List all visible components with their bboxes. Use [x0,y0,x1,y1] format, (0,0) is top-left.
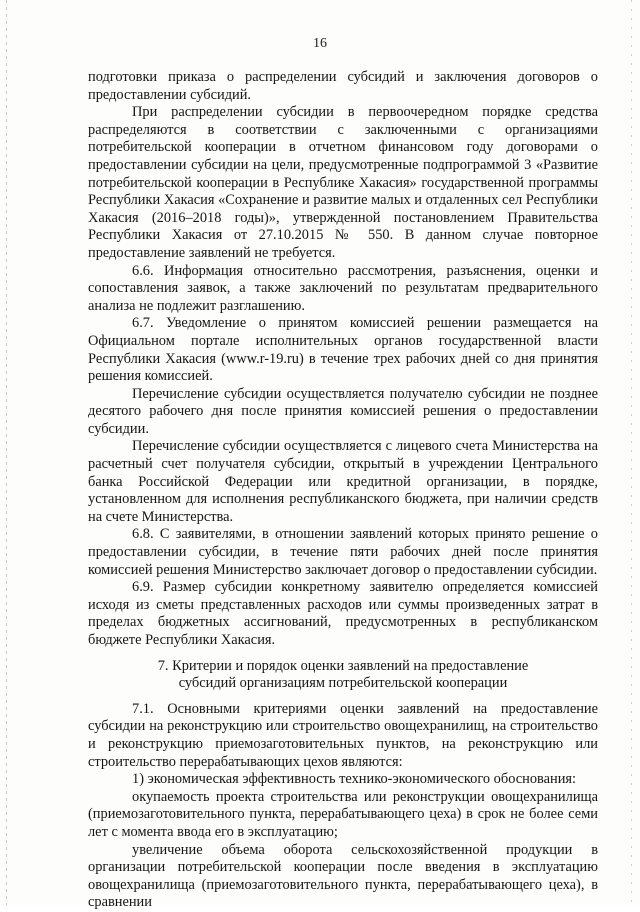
document-body [88,69,598,912]
section-heading-line-2: субсидий организациям потребительской кооперации [178,675,508,692]
section-heading [88,658,598,693]
paragraph-7-1: 7.1. Основными критериями оценки заявлений на предоставление субсидии на реконструкцию или строительство овощехранилищ, на строительство и реконструкцию приемозаготовительных пунктов, на реконструкцию или строительство перерабатывающих цехов являются: [88,700,598,770]
section-heading-line-1: 7. Критерии и порядок оценки заявлений на предоставление [157,657,529,674]
scan-edge-right [631,0,632,905]
page-number: 16 [313,36,327,51]
paragraph-6-7: 6.7. Уведомление о принятом комиссией решении размещается на Официальном портале исполнительных органов государственной власти Республики Хакасия (www.r-19.ru) в течение трех рабочих дней со дня принятия решения комиссией. [88,315,598,385]
paragraph-transfer-deadline: Перечисление субсидии осуществляется получателю субсидии не позднее десятого рабочего дня после принятия комиссией решения о предоставлении субсидии. [88,385,598,437]
paragraph-continuation: подготовки приказа о распределении субсидий и заключения договоров о предоставлении субсидий. [88,69,598,103]
scan-edge-left [6,0,7,905]
paragraph-criterion-1: 1) экономическая эффективность технико-экономического обоснования: [132,771,577,788]
paragraph-6-8: 6.8. С заявителями, в отношении заявлений которых принято решение о предоставлении субсидии, в течение пяти рабочих дней после принятия комиссией решения Министерство заключает договор о предоставлении субсидии. [88,526,598,578]
paragraph-transfer-account: Перечисление субсидии осуществляется с лицевого счета Министерства на расчетный счет получателя субсидии, открытый в учреждении Центрального банка Российской Федерации или кредитной организации, в порядке, установленном для исполнения республиканского бюджета, при наличии средств на счете Министерства. [88,438,598,525]
paragraph-turnover: увеличение объема оборота сельскохозяйственной продукции в организации потребительской кооперации после введения в эксплуатацию овощехранилища (приемозаготовительного пункта, перерабатывающего цеха), в сравнении [88,841,598,911]
paragraph-6-6: 6.6. Информация относительно рассмотрения, разъяснения, оценки и сопоставления заявок, а также заключений по результатам предварительного анализа не подлежит разглашению. [88,262,598,314]
paragraph-distribution: При распределении субсидии в первоочередном порядке средства распределяются в соответствии с заключенными с организациями потребительской кооперации в отчетном финансовом году договорами о предоставлении субсидии на цели, предусмотренные подпрограммой 3 «Развитие потребительской кооперации в Республике Хакасия» государственной программы Республики Хакасия «Сохранение и развитие малых и отдаленных сел Республики Хакасия (2016–2018 годы)», утвержденной постановлением Правительства Республики Хакасия от 27.10.2015 № 550. В данном случае повторное предоставление заявлений не требуется. [88,104,598,261]
spacer [88,650,598,658]
paragraph-6-9: 6.9. Размер субсидии конкретному заявителю определяется комиссией исходя из сметы представленных расходов или суммы произведенных затрат в пределах бюджетных ассигнований, предусмотренных в республиканском бюджете Республики Хакасия. [88,579,598,648]
spacer [88,693,598,701]
paragraph-payback: окупаемость проекта строительства или реконструкции овощехранилища (приемозаготовительного пункта, перерабатывающего цеха) в срок не более семи лет с момента ввода его в эксплуатацию; [88,788,598,840]
